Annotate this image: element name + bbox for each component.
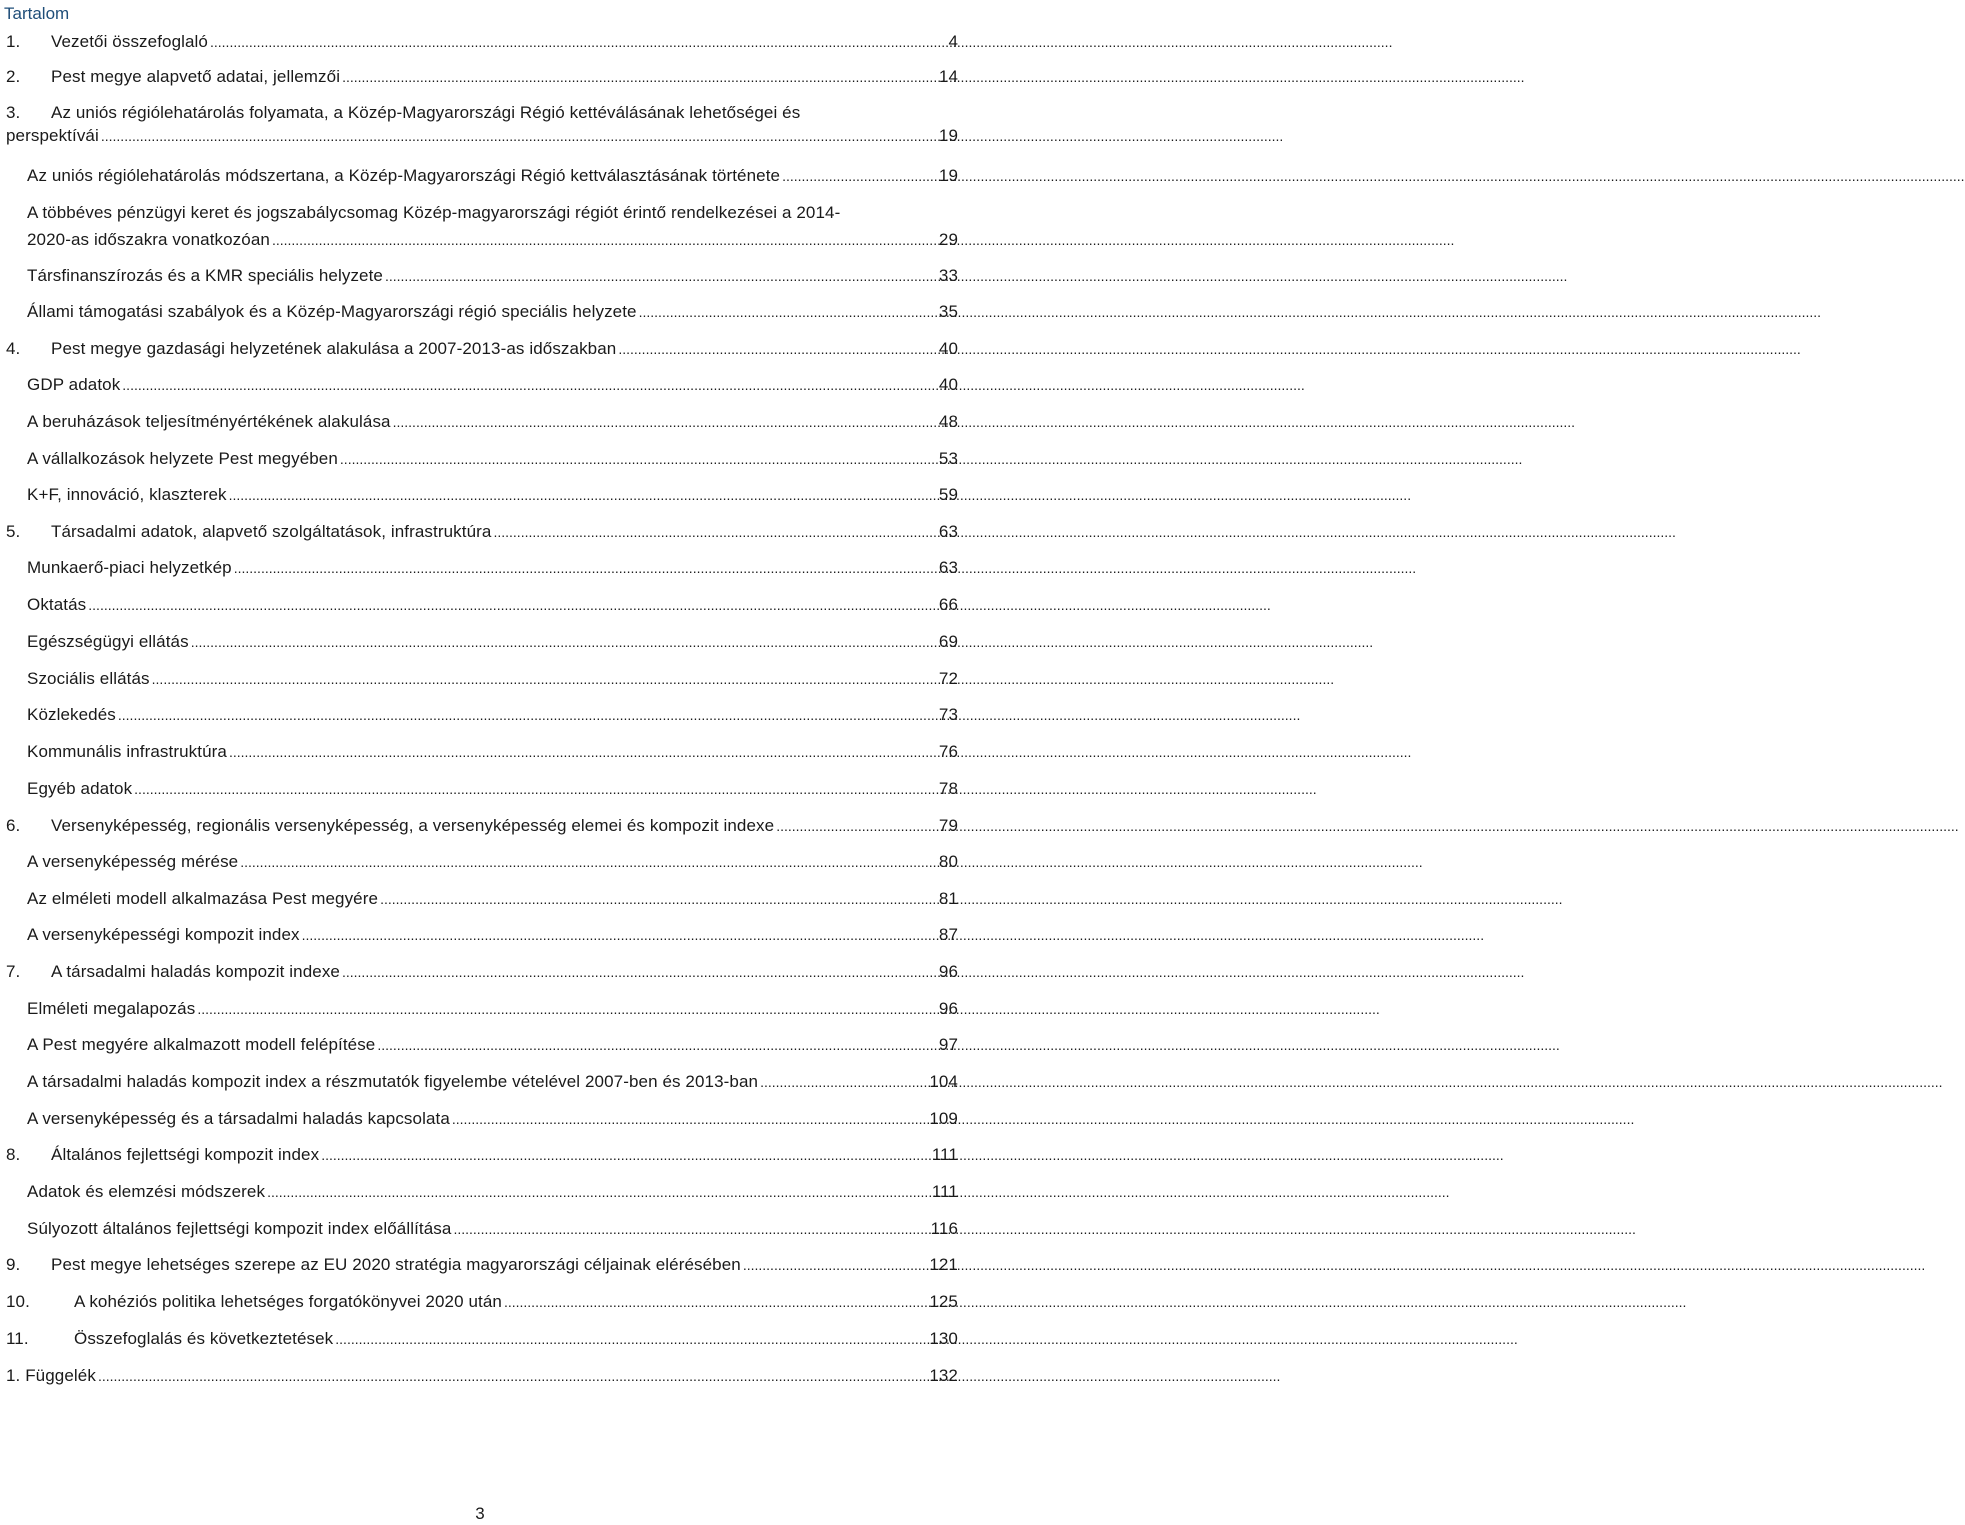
toc-entry-title: Kommunális infrastruktúra — [27, 742, 227, 761]
toc-entry[interactable] — [0, 1033, 960, 1057]
toc-leader-dots — [380, 887, 937, 911]
toc-entry-page: 69 — [938, 632, 958, 651]
toc-entry-title: A társadalmi haladás kompozit index a részmutatók figyelembe vételével 2007-ben és 2013-ban — [27, 1072, 759, 1091]
toc-entry-title: A beruházások teljesítményértékének alakulása — [27, 412, 391, 431]
toc-leader-dots — [122, 373, 937, 397]
toc-entry-number: 6. — [6, 816, 21, 835]
page-number: 3 — [475, 1504, 485, 1523]
toc-leader-dots — [240, 850, 937, 874]
toc-entry-title: Versenyképesség, regionális versenyképesség, a versenyképesség elemei és kompozit indexe — [51, 816, 775, 835]
toc-entry-title-line1: A többéves pénzügyi keret és jogszabálycsomag Közép-magyarországi régiót érintő rendelkezései a 2014- — [27, 203, 841, 222]
toc-entry[interactable] — [0, 337, 960, 361]
toc-entry[interactable] — [0, 447, 960, 471]
toc-leader-dots — [335, 1327, 927, 1351]
toc-leader-dots — [152, 667, 937, 691]
toc-entry-title: Súlyozott általános fejlettségi kompozit index előállítása — [27, 1219, 452, 1238]
toc-entry-page: 19 — [938, 126, 958, 145]
toc-entry[interactable] — [0, 703, 960, 727]
toc-entry-title: Az elméleti modell alkalmazása Pest megyére — [27, 889, 379, 908]
toc-entry-page: 59 — [938, 485, 958, 504]
toc-entry[interactable] — [0, 1143, 960, 1167]
toc-entry-number: 1. — [6, 32, 21, 51]
toc-leader-dots — [191, 630, 937, 654]
toc-entry[interactable] — [0, 887, 960, 911]
toc-entry-title: Egyéb adatok — [27, 779, 133, 798]
toc-entry[interactable] — [0, 1217, 960, 1241]
toc-entry-page: 87 — [938, 925, 958, 944]
toc-leader-dots — [267, 1180, 930, 1204]
toc-entry[interactable] — [0, 1107, 960, 1131]
toc-leader-dots — [98, 1364, 927, 1388]
toc-leader-dots — [197, 997, 937, 1021]
toc-title: Tartalom — [4, 4, 70, 23]
toc-entry-title: GDP adatok — [27, 375, 121, 394]
toc-entry-title: 2020-as időszakra vonatkozóan — [27, 230, 270, 249]
toc-entry[interactable] — [0, 960, 960, 984]
toc-entry-title: Összefoglalás és következtetések — [74, 1329, 334, 1348]
toc-entry-first-line[interactable] — [0, 101, 960, 125]
toc-leader-dots — [393, 410, 937, 434]
toc-entry-title: Oktatás — [27, 595, 87, 614]
toc-entry-number: 11. — [6, 1329, 29, 1348]
toc-entry-page: 81 — [938, 889, 958, 908]
toc-entry[interactable] — [0, 1253, 960, 1277]
toc-entry-title: Az uniós régiólehatárolás módszertana, a Közép-Magyarországi Régió kettválasztásának története — [27, 166, 781, 185]
toc-entry-title: A vállalkozások helyzete Pest megyében — [27, 449, 338, 468]
toc-leader-dots — [229, 740, 937, 764]
toc-entry-page: 40 — [938, 375, 958, 394]
toc-entry[interactable] — [0, 30, 960, 54]
toc-entry[interactable] — [0, 520, 960, 544]
toc-entry-title-line1: Az uniós régiólehatárolás folyamata, a Közép-Magyarországi Régió kettéválásának lehetőségei és — [51, 103, 801, 122]
toc-entry[interactable] — [0, 740, 960, 764]
toc-entry-title: Adatok és elemzési módszerek — [27, 1182, 266, 1201]
toc-entry-page: 29 — [938, 230, 958, 249]
toc-entry[interactable] — [0, 593, 960, 617]
toc-entry[interactable] — [0, 124, 960, 148]
toc-entry[interactable] — [0, 1070, 960, 1094]
toc-entry[interactable] — [0, 777, 960, 801]
toc-entry-number: 9. — [6, 1255, 21, 1274]
toc-entry-page: 76 — [938, 742, 958, 761]
toc-entry-page: 14 — [938, 67, 958, 86]
toc-entry-page: 63 — [938, 558, 958, 577]
toc-entry-number: 5. — [6, 522, 21, 541]
toc-entry-page: 78 — [938, 779, 958, 798]
toc-leader-dots — [377, 1033, 937, 1057]
toc-leader-dots — [302, 923, 937, 947]
toc-entry[interactable] — [0, 630, 960, 654]
toc-entry[interactable] — [0, 410, 960, 434]
toc-entry[interactable] — [0, 228, 960, 252]
toc-entry-title: Egészségügyi ellátás — [27, 632, 189, 651]
toc-leader-dots — [101, 124, 937, 148]
toc-entry-number: 2. — [6, 67, 21, 86]
toc-leader-dots — [760, 1070, 927, 1094]
toc-entry-title: Pest megye lehetséges szerepe az EU 2020 stratégia magyarországi céljainak elérésében — [51, 1255, 741, 1274]
toc-entry-page: 104 — [929, 1072, 958, 1091]
toc-leader-dots — [118, 703, 937, 727]
table-of-contents — [0, 0, 960, 1523]
toc-entry-page: 116 — [930, 1219, 958, 1238]
toc-entry-number: 4. — [6, 339, 21, 358]
toc-entry[interactable] — [0, 1364, 960, 1388]
toc-entry-title: Vezetői összefoglaló — [51, 32, 208, 51]
toc-leader-dots — [385, 264, 937, 288]
toc-entry[interactable] — [0, 667, 960, 691]
toc-entry-page: 80 — [938, 852, 958, 871]
toc-entry-page: 111 — [931, 1145, 958, 1164]
toc-leader-dots — [340, 447, 937, 471]
toc-entry-title: A versenyképességi kompozit index — [27, 925, 300, 944]
toc-entry-number: 8. — [6, 1145, 21, 1164]
toc-entry-page: 73 — [938, 705, 958, 724]
toc-leader-dots — [134, 777, 937, 801]
toc-entry[interactable] — [0, 373, 960, 397]
toc-entry[interactable] — [0, 850, 960, 874]
toc-entry-number: 10. — [6, 1292, 30, 1311]
toc-entry-page: 125 — [929, 1292, 958, 1311]
toc-entry-title: Állami támogatási szabályok és a Közép-Magyarországi régió speciális helyzete — [27, 302, 637, 321]
toc-entry-page: 19 — [938, 166, 958, 185]
toc-entry-page: 96 — [938, 999, 958, 1018]
toc-entry-title: A társadalmi haladás kompozit indexe — [51, 962, 340, 981]
toc-entry[interactable] — [0, 814, 960, 838]
toc-entry[interactable] — [0, 923, 960, 947]
toc-entry[interactable] — [0, 997, 960, 1021]
toc-entry-title: Társfinanszírozás és a KMR speciális helyzete — [27, 266, 383, 285]
toc-leader-dots — [342, 960, 937, 984]
toc-leader-dots — [504, 1290, 927, 1314]
toc-entry[interactable] — [0, 1180, 960, 1204]
toc-entry-title: 1. Függelék — [6, 1366, 96, 1385]
toc-entry-title: Társadalmi adatok, alapvető szolgáltatások, infrastruktúra — [51, 522, 492, 541]
toc-entry-page: 63 — [938, 522, 958, 541]
toc-leader-dots — [210, 30, 946, 54]
toc-entry[interactable] — [0, 1290, 960, 1314]
toc-leader-dots — [342, 65, 937, 89]
toc-entry-title: A kohéziós politika lehetséges forgatókönyvei 2020 után — [74, 1292, 502, 1311]
toc-leader-dots — [88, 593, 937, 617]
toc-entry-page: 97 — [938, 1035, 958, 1054]
toc-entry-title: A versenyképesség és a társadalmi haladás kapcsolata — [27, 1109, 450, 1128]
toc-entry-page: 132 — [929, 1366, 958, 1385]
toc-entry-title: Pest megye alapvető adatai, jellemzői — [51, 67, 341, 86]
toc-entry-number: 3. — [6, 103, 21, 122]
toc-entry-title: A Pest megyére alkalmazott modell felépítése — [27, 1035, 376, 1054]
toc-entry-page: 111 — [931, 1182, 958, 1201]
toc-entry-page: 66 — [938, 595, 958, 614]
toc-entry[interactable] — [0, 164, 960, 188]
toc-entry[interactable] — [0, 483, 960, 507]
toc-leader-dots — [229, 483, 937, 507]
toc-entry-title: Szociális ellátás — [27, 669, 150, 688]
toc-entry-page: 40 — [938, 339, 958, 358]
toc-entry-title: Általános fejlettségi kompozit index — [51, 1145, 320, 1164]
toc-entry-title: K+F, innováció, klaszterek — [27, 485, 227, 504]
toc-leader-dots — [639, 300, 937, 324]
toc-leader-dots — [743, 1253, 928, 1277]
toc-entry-page: 33 — [938, 266, 958, 285]
toc-entry-page: 96 — [938, 962, 958, 981]
toc-entry-title: Munkaerő-piaci helyzetkép — [27, 558, 232, 577]
toc-entry[interactable] — [0, 1327, 960, 1351]
toc-entry-page: 79 — [938, 816, 958, 835]
toc-entry[interactable] — [0, 264, 960, 288]
toc-entry-page: 48 — [938, 412, 958, 431]
toc-entry-title: perspektívái — [6, 126, 99, 145]
toc-leader-dots — [493, 520, 936, 544]
toc-leader-dots — [272, 228, 937, 252]
toc-entry-page: 121 — [929, 1255, 958, 1274]
toc-entry-title: Pest megye gazdasági helyzetének alakulása a 2007-2013-as időszakban — [51, 339, 617, 358]
toc-leader-dots — [618, 337, 937, 361]
toc-leader-dots — [321, 1143, 930, 1167]
toc-entry-number: 7. — [6, 962, 21, 981]
toc-entry-page: 72 — [938, 669, 958, 688]
toc-entry-page: 4 — [948, 32, 958, 51]
toc-entry-title: Elméleti megalapozás — [27, 999, 196, 1018]
toc-leader-dots — [782, 164, 937, 188]
toc-entry-first-line[interactable] — [0, 201, 960, 225]
toc-entry-page: 109 — [929, 1109, 958, 1128]
toc-entry-page: 35 — [938, 302, 958, 321]
toc-entry[interactable] — [0, 556, 960, 580]
toc-leader-dots — [452, 1107, 927, 1131]
toc-entry-page: 130 — [929, 1329, 958, 1348]
toc-leader-dots — [776, 814, 937, 838]
toc-entry-title: A versenyképesség mérése — [27, 852, 239, 871]
toc-entry[interactable] — [0, 65, 960, 89]
toc-entry[interactable] — [0, 300, 960, 324]
toc-leader-dots — [453, 1217, 928, 1241]
toc-entry-title: Közlekedés — [27, 705, 116, 724]
toc-entry-page: 53 — [938, 449, 958, 468]
toc-leader-dots — [234, 556, 937, 580]
